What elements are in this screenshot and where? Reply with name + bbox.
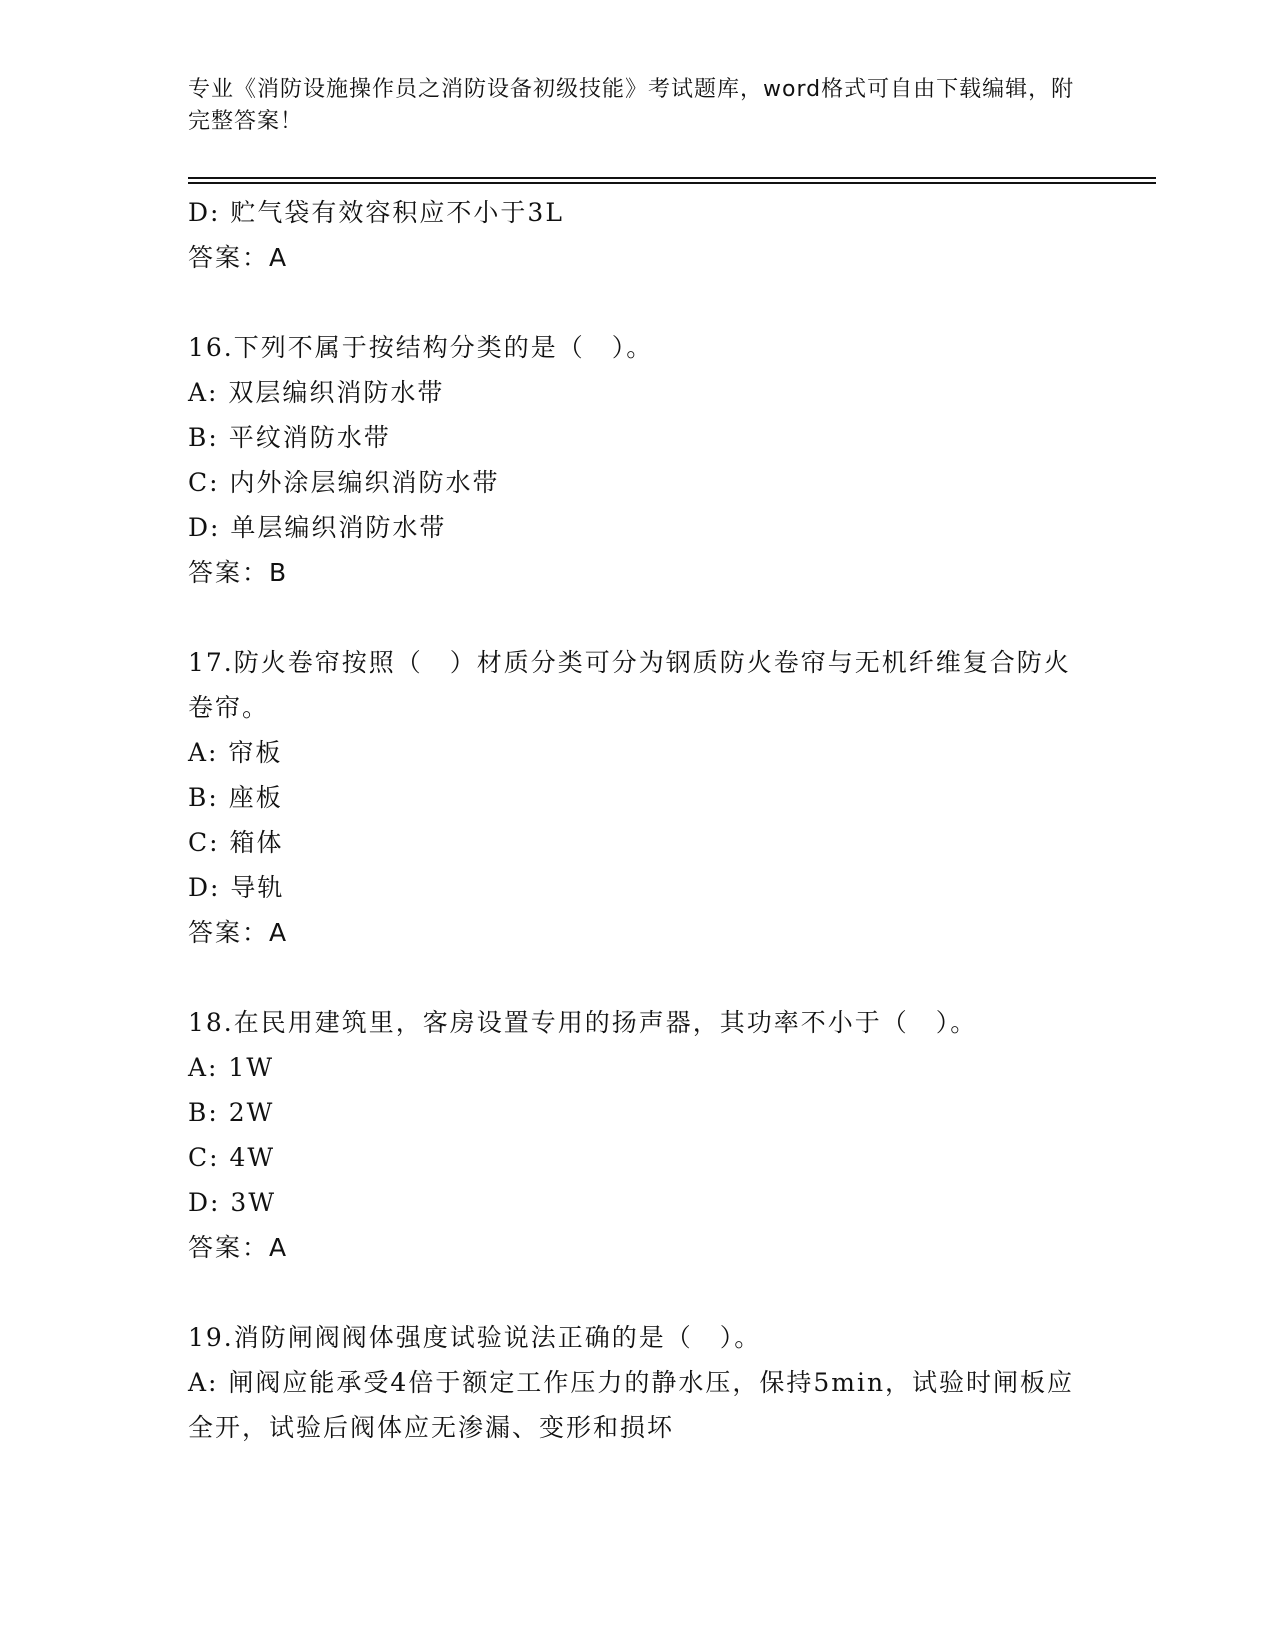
question-16-answer: 答案：B — [188, 558, 289, 587]
spacer — [188, 1270, 1088, 1315]
question-17-answer: 答案：A — [188, 918, 289, 947]
question-18-option-d: D: 3W — [188, 1188, 277, 1217]
question-17-option-d: D: 导轨 — [188, 873, 285, 902]
question-16-option-c: C: 内外涂层编织消防水带 — [188, 468, 500, 497]
spacer — [188, 595, 1088, 640]
question-19-option-a: A: 闸阀应能承受4倍于额定工作压力的静水压，保持5min，试验时闸板应全开，试验后阀体应无渗漏、变形和损坏 — [188, 1368, 1075, 1442]
question-17-option-b: B: 座板 — [188, 783, 283, 812]
question-18-answer: 答案：A — [188, 1233, 289, 1262]
question-16-option-d: D: 单层编织消防水带 — [188, 513, 447, 542]
header-rule-top — [188, 177, 1156, 179]
document-header: 专业《消防设施操作员之消防设备初级技能》考试题库，word格式可自由下载编辑，附完整答案！ — [188, 77, 1075, 134]
question-18-stem: 18.在民用建筑里，客房设置专用的扬声器，其功率不小于（ ）。 — [188, 1008, 978, 1037]
question-18-option-a: A: 1W — [188, 1053, 275, 1082]
spacer — [188, 955, 1088, 1000]
question-18-option-b: B: 2W — [188, 1098, 275, 1127]
question-17-option-c: C: 箱体 — [188, 828, 284, 857]
question-16-stem: 16.下列不属于按结构分类的是（ ）。 — [188, 333, 654, 362]
question-16-option-b: B: 平纹消防水带 — [188, 423, 391, 452]
spacer — [188, 280, 1088, 325]
question-body — [188, 190, 1088, 1450]
question-17-option-a: A: 帘板 — [188, 738, 283, 767]
question-19-stem: 19.消防闸阀阀体强度试验说法正确的是（ ）。 — [188, 1323, 762, 1352]
header-rule-bottom — [188, 182, 1156, 184]
question-18-option-c: C: 4W — [188, 1143, 276, 1172]
question-17-stem: 17.防火卷帘按照（ ）材质分类可分为钢质防火卷帘与无机纤维复合防火卷帘。 — [188, 648, 1071, 722]
prev-option-d: D: 贮气袋有效容积应不小于3L — [188, 198, 564, 227]
prev-answer: 答案：A — [188, 243, 289, 272]
question-16-option-a: A: 双层编织消防水带 — [188, 378, 445, 407]
